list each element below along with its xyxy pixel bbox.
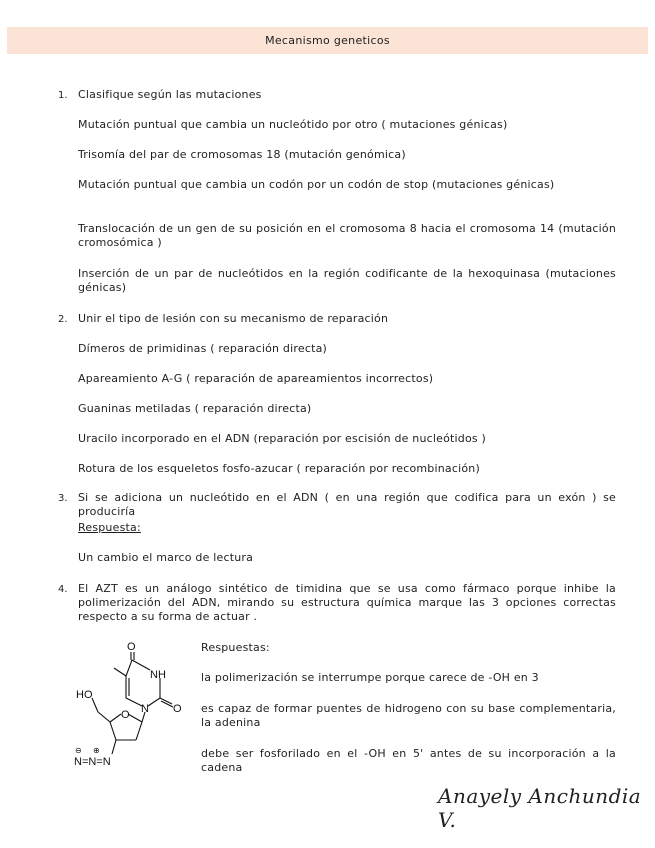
q1-item: Trisomía del par de cromosomas 18 (mutación genómica) — [78, 148, 406, 161]
q2-item: Apareamiento A-G ( reparación de apareamientos incorrectos) — [78, 372, 434, 385]
q2-question: Unir el tipo de lesión con su mecanismo de reparación — [78, 312, 389, 325]
q3-answer-label: Respuesta: — [78, 521, 141, 534]
q2-item: Dímeros de primidinas ( reparación directa) — [78, 342, 328, 355]
mol-label-n: N — [141, 703, 149, 715]
azt-molecule-diagram — [72, 640, 192, 770]
signature: Anayely Anchundia V. — [438, 784, 642, 832]
mol-label-ho: HO — [76, 689, 93, 701]
q2-item: Rotura de los esqueletos fosfo-azucar ( reparación por recombinación) — [78, 462, 480, 475]
mol-charge-minus: ⊖ — [75, 746, 82, 755]
q3-answer: Un cambio el marco de lectura — [78, 551, 254, 564]
q2-item: Guaninas metiladas ( reparación directa) — [78, 402, 312, 415]
q4-answers-label: Respuestas: — [201, 641, 270, 654]
q2-item: Uracilo incorporado en el ADN (reparación por escisión de nucleótidos ) — [78, 432, 487, 445]
mol-label-azide: N=N=N — [74, 756, 111, 768]
q3-question: Si se adiciona un nucleótido en el ADN ( en una región que codifica para un exón ) se produciría — [78, 491, 616, 518]
q3-number: 3. — [58, 493, 68, 504]
q4-number: 4. — [58, 584, 68, 595]
mol-label-o: O — [127, 641, 136, 653]
q4-question: El AZT es un análogo sintético de timidina que se usa como fármaco porque inhibe la polimerización del ADN, mirando su estructura química marque las 3 opciones correctas respecto a su forma de actuar . — [78, 582, 616, 623]
q4-answer: la polimerización se interrumpe porque carece de -OH en 3 — [201, 671, 539, 684]
mol-label-o: O — [173, 703, 182, 715]
q1-item: Translocación de un gen de su posición en el cromosoma 8 hacia el cromosoma 14 (mutación cromosómica ) — [78, 222, 616, 249]
q1-item: Mutación puntual que cambia un codón por un codón de stop (mutaciones génicas) — [78, 178, 555, 191]
q1-item: Mutación puntual que cambia un nucleótido por otro ( mutaciones génicas) — [78, 118, 508, 131]
q4-answer: es capaz de formar puentes de hidrogeno con su base complementaria, la adenina — [201, 702, 616, 729]
q1-item: Inserción de un par de nucleótidos en la región codificante de la hexoquinasa (mutaciones génicas) — [78, 267, 616, 294]
q1-number: 1. — [58, 90, 68, 101]
page-title: Mecanismo geneticos — [265, 34, 390, 47]
mol-charge-plus: ⊕ — [93, 746, 100, 755]
mol-label-o: O — [121, 709, 130, 721]
q4-answer: debe ser fosforilado en el -OH en 5' antes de su incorporación a la cadena — [201, 747, 616, 774]
mol-label-nh: NH — [150, 669, 166, 681]
q2-number: 2. — [58, 314, 68, 325]
title-banner — [7, 27, 648, 54]
q1-question: Clasifique según las mutaciones — [78, 88, 262, 101]
